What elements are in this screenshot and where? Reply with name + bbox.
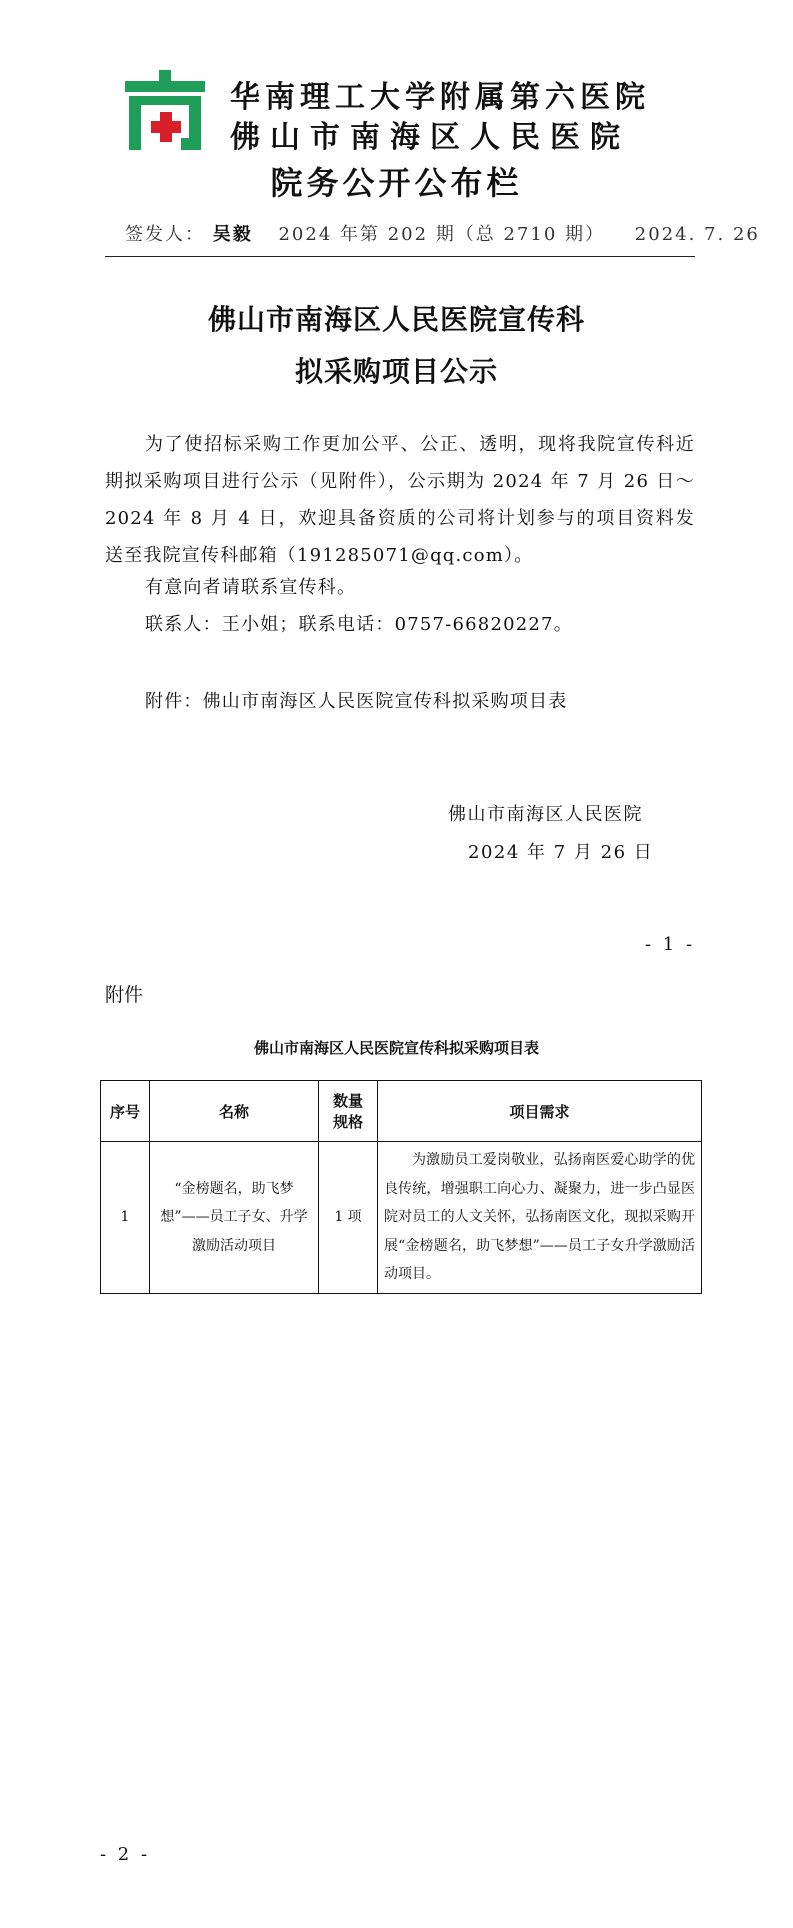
table-title: 佛山市南海区人民医院宣传科拟采购项目表 [253, 1039, 539, 1057]
table-header-row [101, 1081, 702, 1142]
column-header-quantity [319, 1081, 378, 1142]
column-header-name: 名称 [150, 1081, 319, 1142]
issue-number: 2024 年第 202 期（总 2710 期） [278, 224, 606, 245]
attachment-heading: 附件 [105, 984, 144, 1006]
hospital-name-primary: 华南理工大学附属第六医院 [230, 80, 650, 115]
hospital-name-secondary: 佛山市南海区人民医院 [230, 120, 630, 155]
row-requirement: 为激励员工爱岗敬业，弘扬南医爱心助学的优良传统，增强职工向心力、凝聚力，进一步凸显医院对员工的人文关怀，弘扬南医文化，现拟采购开展“金榜题名，助飞梦想”——员工子女升学激励活动项目。 [378, 1142, 702, 1294]
column-header-quantity-line1: 数量 [332, 1092, 363, 1110]
contact-phone-line: 联系人：王小姐；联系电话：0757-66820227。 [145, 614, 573, 635]
hospital-logo [125, 70, 205, 150]
page-number-2: - 2 - [100, 1844, 151, 1865]
column-header-quantity-line2: 规格 [332, 1113, 363, 1131]
procurement-table [100, 1080, 702, 1294]
table-row [101, 1142, 702, 1294]
signer-name: 吴毅 [212, 224, 253, 245]
contact-line: 有意向者请联系宣传科。 [145, 577, 357, 598]
row-seq: 1 [101, 1142, 150, 1294]
header-divider [105, 256, 695, 257]
signature-organization: 佛山市南海区人民医院 [448, 804, 643, 825]
column-header-seq: 序号 [101, 1081, 150, 1142]
page-number-1: - 1 - [645, 934, 696, 955]
notice-paragraph: 为了使招标采购工作更加公平、公正、透明，现将我院宣传科近期拟采购项目进行公示（见附件），公示期为 2024 年 7 月 26 日～2024 年 8 月 4 日，欢迎具备资质的公司将计划参与的项目资料发送至我院宣传科邮箱（191285071@qq.com）。 [105, 434, 695, 566]
issue-info-line [125, 220, 760, 246]
issue-date: 2024. 7. 26 [634, 224, 760, 245]
signature-date: 2024 年 7 月 26 日 [468, 842, 654, 863]
attachment-line: 附件：佛山市南海区人民医院宣传科拟采购项目表 [145, 691, 568, 712]
notice-title-line2: 拟采购项目公示 [294, 355, 498, 388]
signer-label: 签发人： [125, 224, 205, 245]
column-header-requirement: 项目需求 [378, 1081, 702, 1142]
row-quantity: 1 项 [319, 1142, 378, 1294]
notice-title-line1: 佛山市南海区人民医院宣传科 [207, 303, 585, 336]
row-name: “金榜题名，助飞梦想”——员工子女、升学激励活动项目 [150, 1142, 319, 1294]
board-title: 院务公开公布栏 [270, 164, 523, 202]
